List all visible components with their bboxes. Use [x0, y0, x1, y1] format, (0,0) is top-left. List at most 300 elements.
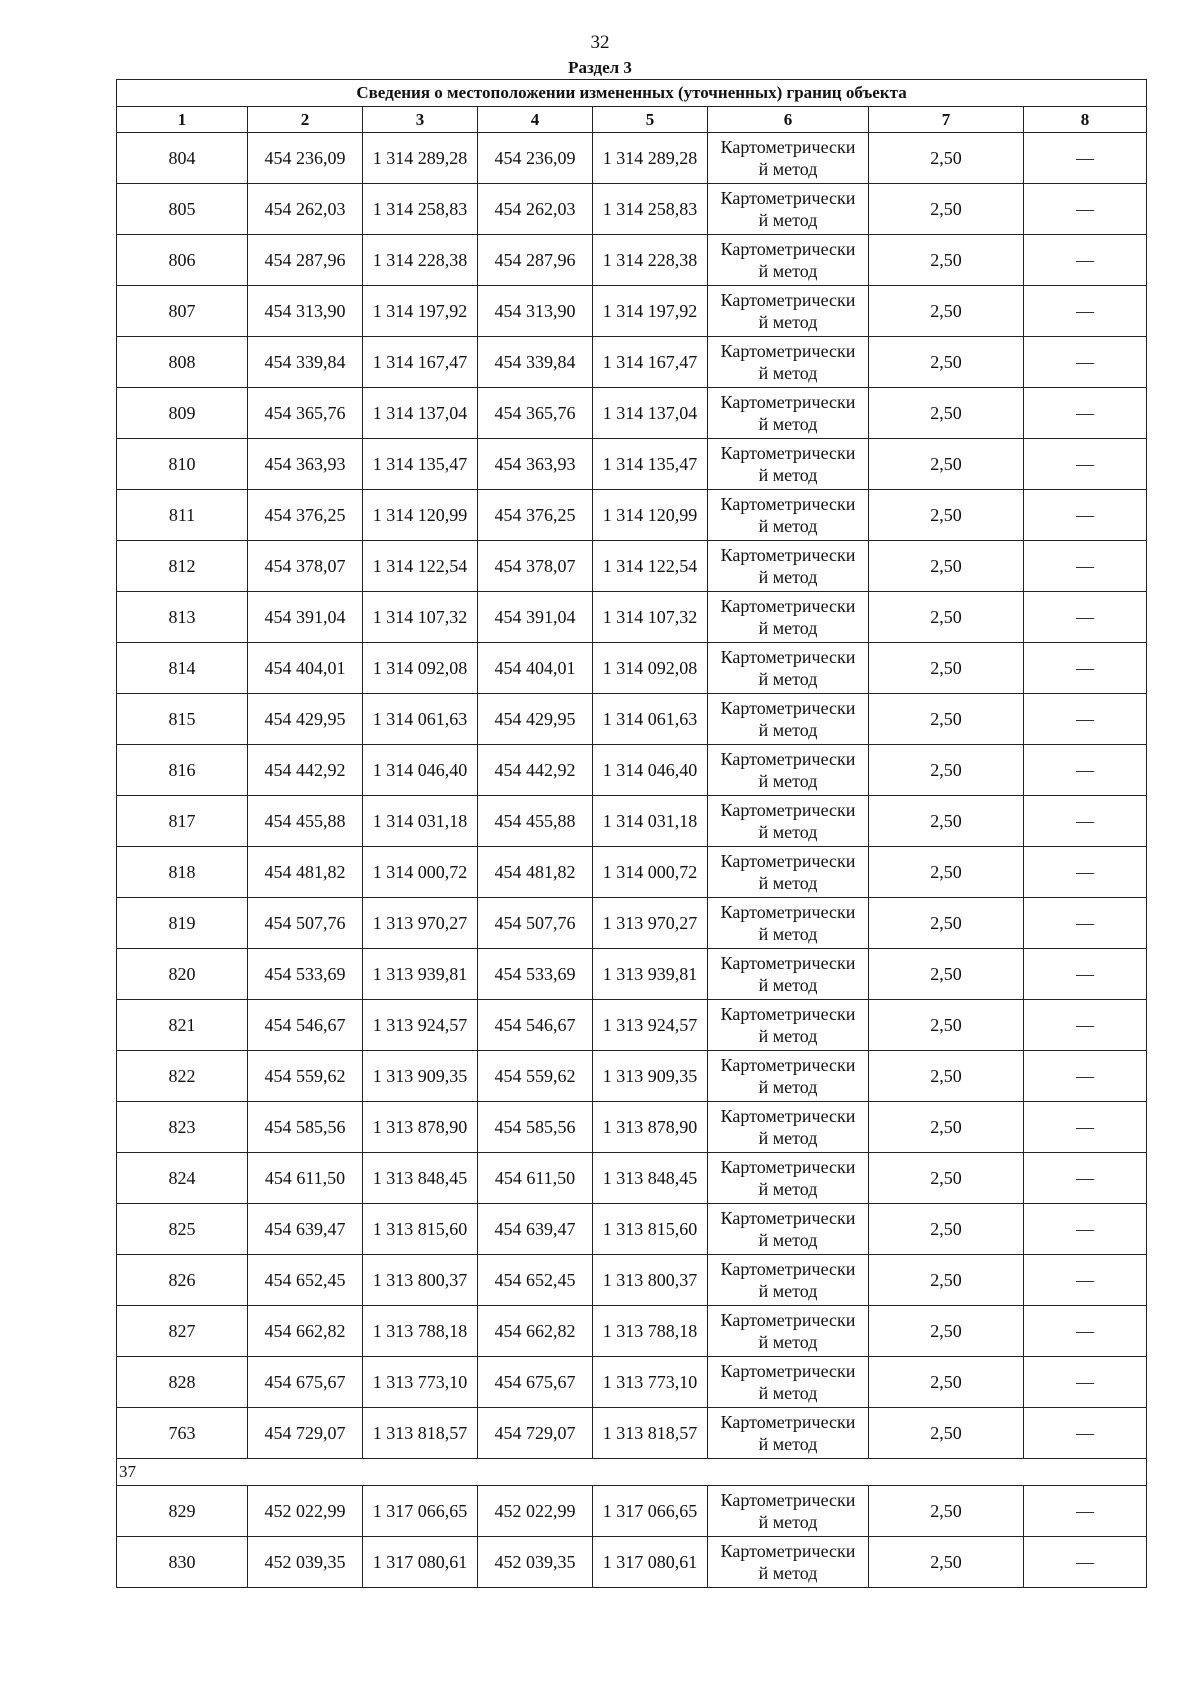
point-number: 823 [117, 1102, 248, 1153]
x-new: 454 365,76 [478, 388, 593, 439]
dash-cell: — [1024, 1204, 1147, 1255]
x-new: 454 546,67 [478, 1000, 593, 1051]
method-line1: Картометрически [720, 239, 856, 259]
precision-cell: 2,50 [869, 1408, 1024, 1459]
method-line1: Картометрически [720, 1541, 856, 1561]
y-new: 1 314 167,47 [593, 337, 708, 388]
dash-cell: — [1024, 847, 1147, 898]
y-new: 1 313 909,35 [593, 1051, 708, 1102]
precision-cell: 2,50 [869, 898, 1024, 949]
point-number: 807 [117, 286, 248, 337]
x-new: 454 533,69 [478, 949, 593, 1000]
method-line2: й метод [758, 720, 818, 740]
column-number-row [117, 107, 1147, 133]
precision-cell: 2,50 [869, 745, 1024, 796]
method-cell [708, 643, 869, 694]
x-existing: 454 455,88 [248, 796, 363, 847]
y-existing: 1 314 135,47 [363, 439, 478, 490]
dash-cell: — [1024, 745, 1147, 796]
point-number: 763 [117, 1408, 248, 1459]
method-cell [708, 541, 869, 592]
table-row [117, 439, 1147, 490]
method-cell [708, 847, 869, 898]
y-existing: 1 314 122,54 [363, 541, 478, 592]
method-cell [708, 1000, 869, 1051]
x-new: 454 287,96 [478, 235, 593, 286]
table-row [117, 643, 1147, 694]
point-number: 827 [117, 1306, 248, 1357]
x-new: 454 675,67 [478, 1357, 593, 1408]
table-row [117, 286, 1147, 337]
method-cell [708, 133, 869, 184]
method-cell [708, 1051, 869, 1102]
y-existing: 1 313 878,90 [363, 1102, 478, 1153]
x-new: 454 481,82 [478, 847, 593, 898]
x-existing: 452 039,35 [248, 1537, 363, 1588]
precision-cell: 2,50 [869, 949, 1024, 1000]
method-cell [708, 1357, 869, 1408]
y-existing: 1 314 137,04 [363, 388, 478, 439]
precision-cell: 2,50 [869, 490, 1024, 541]
method-cell [708, 1153, 869, 1204]
method-cell [708, 1255, 869, 1306]
method-line2: й метод [758, 873, 818, 893]
y-existing: 1 314 107,32 [363, 592, 478, 643]
table-row [117, 1204, 1147, 1255]
method-line1: Картометрически [720, 1361, 856, 1381]
y-new: 1 314 135,47 [593, 439, 708, 490]
table-row [117, 388, 1147, 439]
x-existing: 454 404,01 [248, 643, 363, 694]
table-row [117, 1051, 1147, 1102]
method-line1: Картометрически [720, 1208, 856, 1228]
method-cell [708, 1486, 869, 1537]
y-new: 1 313 788,18 [593, 1306, 708, 1357]
x-new: 452 039,35 [478, 1537, 593, 1588]
dash-cell: — [1024, 490, 1147, 541]
precision-cell: 2,50 [869, 1306, 1024, 1357]
y-new: 1 313 939,81 [593, 949, 708, 1000]
point-number: 817 [117, 796, 248, 847]
method-line1: Картометрически [720, 1412, 856, 1432]
point-number: 816 [117, 745, 248, 796]
dash-cell: — [1024, 1255, 1147, 1306]
y-new: 1 314 061,63 [593, 694, 708, 745]
table-row [117, 1306, 1147, 1357]
x-new: 454 429,95 [478, 694, 593, 745]
precision-cell: 2,50 [869, 694, 1024, 745]
y-existing: 1 314 120,99 [363, 490, 478, 541]
method-cell [708, 898, 869, 949]
x-new: 454 455,88 [478, 796, 593, 847]
column-number: 1 [117, 107, 248, 133]
point-number: 809 [117, 388, 248, 439]
y-existing: 1 313 788,18 [363, 1306, 478, 1357]
method-line1: Картометрически [720, 1490, 856, 1510]
method-line2: й метод [758, 516, 818, 536]
y-new: 1 314 228,38 [593, 235, 708, 286]
method-line2: й метод [758, 1230, 818, 1250]
method-cell [708, 1408, 869, 1459]
dash-cell: — [1024, 796, 1147, 847]
x-new: 454 378,07 [478, 541, 593, 592]
x-existing: 454 675,67 [248, 1357, 363, 1408]
point-number: 815 [117, 694, 248, 745]
y-existing: 1 313 800,37 [363, 1255, 478, 1306]
method-line2: й метод [758, 1179, 818, 1199]
method-cell [708, 388, 869, 439]
method-line1: Картометрически [720, 545, 856, 565]
precision-cell: 2,50 [869, 235, 1024, 286]
x-existing: 454 287,96 [248, 235, 363, 286]
method-cell [708, 1537, 869, 1588]
x-new: 454 339,84 [478, 337, 593, 388]
x-new: 454 729,07 [478, 1408, 593, 1459]
method-cell [708, 949, 869, 1000]
precision-cell: 2,50 [869, 592, 1024, 643]
precision-cell: 2,50 [869, 1357, 1024, 1408]
method-cell [708, 1102, 869, 1153]
table-row [117, 133, 1147, 184]
method-cell [708, 286, 869, 337]
method-line2: й метод [758, 567, 818, 587]
dash-cell: — [1024, 694, 1147, 745]
y-new: 1 314 122,54 [593, 541, 708, 592]
page-number: 32 [590, 32, 610, 53]
x-new: 454 662,82 [478, 1306, 593, 1357]
point-number: 821 [117, 1000, 248, 1051]
x-existing: 454 339,84 [248, 337, 363, 388]
y-existing: 1 313 773,10 [363, 1357, 478, 1408]
method-cell [708, 1204, 869, 1255]
precision-cell: 2,50 [869, 643, 1024, 694]
point-number: 806 [117, 235, 248, 286]
x-new: 454 442,92 [478, 745, 593, 796]
method-line2: й метод [758, 465, 818, 485]
method-line2: й метод [758, 618, 818, 638]
y-existing: 1 314 258,83 [363, 184, 478, 235]
x-existing: 454 236,09 [248, 133, 363, 184]
precision-cell: 2,50 [869, 1000, 1024, 1051]
method-line2: й метод [758, 822, 818, 842]
y-existing: 1 314 031,18 [363, 796, 478, 847]
method-line1: Картометрически [720, 341, 856, 361]
point-number: 819 [117, 898, 248, 949]
method-line2: й метод [758, 975, 818, 995]
method-line2: й метод [758, 210, 818, 230]
y-existing: 1 313 939,81 [363, 949, 478, 1000]
table-row [117, 337, 1147, 388]
dash-cell: — [1024, 1537, 1147, 1588]
method-line1: Картометрически [720, 596, 856, 616]
column-number: 8 [1024, 107, 1147, 133]
x-new: 454 404,01 [478, 643, 593, 694]
precision-cell: 2,50 [869, 337, 1024, 388]
x-new: 454 585,56 [478, 1102, 593, 1153]
column-number: 3 [363, 107, 478, 133]
method-line1: Картометрически [720, 851, 856, 871]
table-row [117, 1000, 1147, 1051]
precision-cell: 2,50 [869, 1537, 1024, 1588]
precision-cell: 2,50 [869, 1204, 1024, 1255]
method-line2: й метод [758, 414, 818, 434]
point-number: 811 [117, 490, 248, 541]
table-row [117, 1537, 1147, 1588]
dash-cell: — [1024, 1000, 1147, 1051]
y-new: 1 314 031,18 [593, 796, 708, 847]
y-new: 1 313 848,45 [593, 1153, 708, 1204]
dash-cell: — [1024, 388, 1147, 439]
y-new: 1 317 080,61 [593, 1537, 708, 1588]
method-line2: й метод [758, 924, 818, 944]
table-row [117, 1102, 1147, 1153]
y-new: 1 317 066,65 [593, 1486, 708, 1537]
precision-cell: 2,50 [869, 133, 1024, 184]
point-number: 810 [117, 439, 248, 490]
dash-cell: — [1024, 1408, 1147, 1459]
y-existing: 1 313 924,57 [363, 1000, 478, 1051]
precision-cell: 2,50 [869, 1102, 1024, 1153]
table-row [117, 847, 1147, 898]
method-line1: Картометрически [720, 953, 856, 973]
x-existing: 454 546,67 [248, 1000, 363, 1051]
dash-cell: — [1024, 184, 1147, 235]
method-line1: Картометрически [720, 1157, 856, 1177]
x-existing: 454 611,50 [248, 1153, 363, 1204]
precision-cell: 2,50 [869, 388, 1024, 439]
dash-cell: — [1024, 1102, 1147, 1153]
point-number: 813 [117, 592, 248, 643]
dash-cell: — [1024, 286, 1147, 337]
x-existing: 454 652,45 [248, 1255, 363, 1306]
y-new: 1 314 137,04 [593, 388, 708, 439]
method-cell [708, 439, 869, 490]
table-row [117, 745, 1147, 796]
x-new: 454 639,47 [478, 1204, 593, 1255]
point-number: 805 [117, 184, 248, 235]
method-line1: Картометрически [720, 188, 856, 208]
table-group [117, 1459, 1147, 1486]
method-line1: Картометрически [720, 800, 856, 820]
method-cell [708, 694, 869, 745]
table-row [117, 1255, 1147, 1306]
method-line1: Картометрически [720, 749, 856, 769]
table-row [117, 796, 1147, 847]
x-existing: 454 639,47 [248, 1204, 363, 1255]
x-existing: 454 378,07 [248, 541, 363, 592]
x-new: 454 313,90 [478, 286, 593, 337]
table-caption-row [117, 80, 1147, 107]
table-row [117, 1486, 1147, 1537]
method-line1: Картометрически [720, 1106, 856, 1126]
dash-cell: — [1024, 1486, 1147, 1537]
y-new: 1 314 197,92 [593, 286, 708, 337]
y-existing: 1 317 080,61 [363, 1537, 478, 1588]
y-new: 1 313 818,57 [593, 1408, 708, 1459]
x-existing: 454 429,95 [248, 694, 363, 745]
y-existing: 1 313 815,60 [363, 1204, 478, 1255]
method-line2: й метод [758, 159, 818, 179]
method-cell [708, 745, 869, 796]
x-existing: 454 313,90 [248, 286, 363, 337]
precision-cell: 2,50 [869, 796, 1024, 847]
precision-cell: 2,50 [869, 1051, 1024, 1102]
point-number: 818 [117, 847, 248, 898]
group-label: 37 [117, 1459, 1147, 1486]
method-line2: й метод [758, 363, 818, 383]
dash-cell: — [1024, 235, 1147, 286]
table-row [117, 592, 1147, 643]
method-line1: Картометрически [720, 1055, 856, 1075]
y-new: 1 314 092,08 [593, 643, 708, 694]
y-existing: 1 314 061,63 [363, 694, 478, 745]
x-new: 452 022,99 [478, 1486, 593, 1537]
method-line1: Картометрически [720, 1310, 856, 1330]
table-row [117, 490, 1147, 541]
method-cell [708, 337, 869, 388]
y-existing: 1 314 046,40 [363, 745, 478, 796]
column-number: 2 [248, 107, 363, 133]
x-existing: 454 533,69 [248, 949, 363, 1000]
x-new: 454 507,76 [478, 898, 593, 949]
point-number: 828 [117, 1357, 248, 1408]
x-existing: 454 365,76 [248, 388, 363, 439]
dash-cell: — [1024, 1357, 1147, 1408]
method-line1: Картометрически [720, 1259, 856, 1279]
dash-cell: — [1024, 949, 1147, 1000]
method-line2: й метод [758, 312, 818, 332]
method-line1: Картометрически [720, 698, 856, 718]
x-new: 454 236,09 [478, 133, 593, 184]
x-existing: 454 391,04 [248, 592, 363, 643]
precision-cell: 2,50 [869, 1486, 1024, 1537]
precision-cell: 2,50 [869, 1153, 1024, 1204]
dash-cell: — [1024, 337, 1147, 388]
dash-cell: — [1024, 1153, 1147, 1204]
table-row [117, 184, 1147, 235]
table-caption: Сведения о местоположении измененных (уточненных) границ объекта [117, 80, 1147, 107]
y-existing: 1 314 197,92 [363, 286, 478, 337]
x-new: 454 391,04 [478, 592, 593, 643]
x-existing: 454 262,03 [248, 184, 363, 235]
y-new: 1 313 800,37 [593, 1255, 708, 1306]
dash-cell: — [1024, 1051, 1147, 1102]
y-existing: 1 314 000,72 [363, 847, 478, 898]
x-existing: 454 442,92 [248, 745, 363, 796]
point-number: 820 [117, 949, 248, 1000]
method-line2: й метод [758, 1512, 818, 1532]
x-existing: 454 585,56 [248, 1102, 363, 1153]
x-new: 454 363,93 [478, 439, 593, 490]
method-line2: й метод [758, 1563, 818, 1583]
method-line2: й метод [758, 771, 818, 791]
x-existing: 454 363,93 [248, 439, 363, 490]
y-new: 1 313 970,27 [593, 898, 708, 949]
y-existing: 1 314 092,08 [363, 643, 478, 694]
point-number: 825 [117, 1204, 248, 1255]
precision-cell: 2,50 [869, 1255, 1024, 1306]
point-number: 830 [117, 1537, 248, 1588]
group-row [117, 1459, 1147, 1486]
dash-cell: — [1024, 898, 1147, 949]
point-number: 829 [117, 1486, 248, 1537]
method-line1: Картометрически [720, 494, 856, 514]
column-number: 7 [869, 107, 1024, 133]
y-existing: 1 314 228,38 [363, 235, 478, 286]
x-existing: 454 481,82 [248, 847, 363, 898]
point-number: 804 [117, 133, 248, 184]
table-row [117, 949, 1147, 1000]
method-line2: й метод [758, 261, 818, 281]
point-number: 814 [117, 643, 248, 694]
dash-cell: — [1024, 541, 1147, 592]
table-body-group [117, 1486, 1147, 1588]
table-row [117, 235, 1147, 286]
method-line2: й метод [758, 1077, 818, 1097]
x-new: 454 376,25 [478, 490, 593, 541]
point-number: 812 [117, 541, 248, 592]
section-title: Раздел 3 [568, 58, 632, 77]
method-line2: й метод [758, 1026, 818, 1046]
precision-cell: 2,50 [869, 847, 1024, 898]
y-new: 1 313 815,60 [593, 1204, 708, 1255]
x-new: 454 559,62 [478, 1051, 593, 1102]
method-cell [708, 490, 869, 541]
dash-cell: — [1024, 592, 1147, 643]
x-existing: 454 729,07 [248, 1408, 363, 1459]
method-line2: й метод [758, 1332, 818, 1352]
method-line1: Картометрически [720, 647, 856, 667]
method-cell [708, 184, 869, 235]
column-number: 6 [708, 107, 869, 133]
y-existing: 1 314 167,47 [363, 337, 478, 388]
method-line1: Картометрически [720, 902, 856, 922]
column-number: 5 [593, 107, 708, 133]
table-row [117, 1408, 1147, 1459]
table-row [117, 1153, 1147, 1204]
y-existing: 1 313 970,27 [363, 898, 478, 949]
dash-cell: — [1024, 643, 1147, 694]
y-new: 1 314 289,28 [593, 133, 708, 184]
y-new: 1 314 000,72 [593, 847, 708, 898]
method-cell [708, 592, 869, 643]
point-number: 826 [117, 1255, 248, 1306]
precision-cell: 2,50 [869, 184, 1024, 235]
x-existing: 452 022,99 [248, 1486, 363, 1537]
method-cell [708, 796, 869, 847]
table-row [117, 1357, 1147, 1408]
method-line1: Картометрически [720, 1004, 856, 1024]
x-new: 454 652,45 [478, 1255, 593, 1306]
x-new: 454 611,50 [478, 1153, 593, 1204]
point-number: 824 [117, 1153, 248, 1204]
x-new: 454 262,03 [478, 184, 593, 235]
table-row [117, 898, 1147, 949]
table-body-main [117, 133, 1147, 1459]
y-existing: 1 317 066,65 [363, 1486, 478, 1537]
method-line2: й метод [758, 1281, 818, 1301]
precision-cell: 2,50 [869, 439, 1024, 490]
dash-cell: — [1024, 439, 1147, 490]
y-existing: 1 313 909,35 [363, 1051, 478, 1102]
dash-cell: — [1024, 133, 1147, 184]
y-existing: 1 313 818,57 [363, 1408, 478, 1459]
method-cell [708, 1306, 869, 1357]
y-new: 1 313 924,57 [593, 1000, 708, 1051]
precision-cell: 2,50 [869, 541, 1024, 592]
y-new: 1 314 107,32 [593, 592, 708, 643]
point-number: 822 [117, 1051, 248, 1102]
